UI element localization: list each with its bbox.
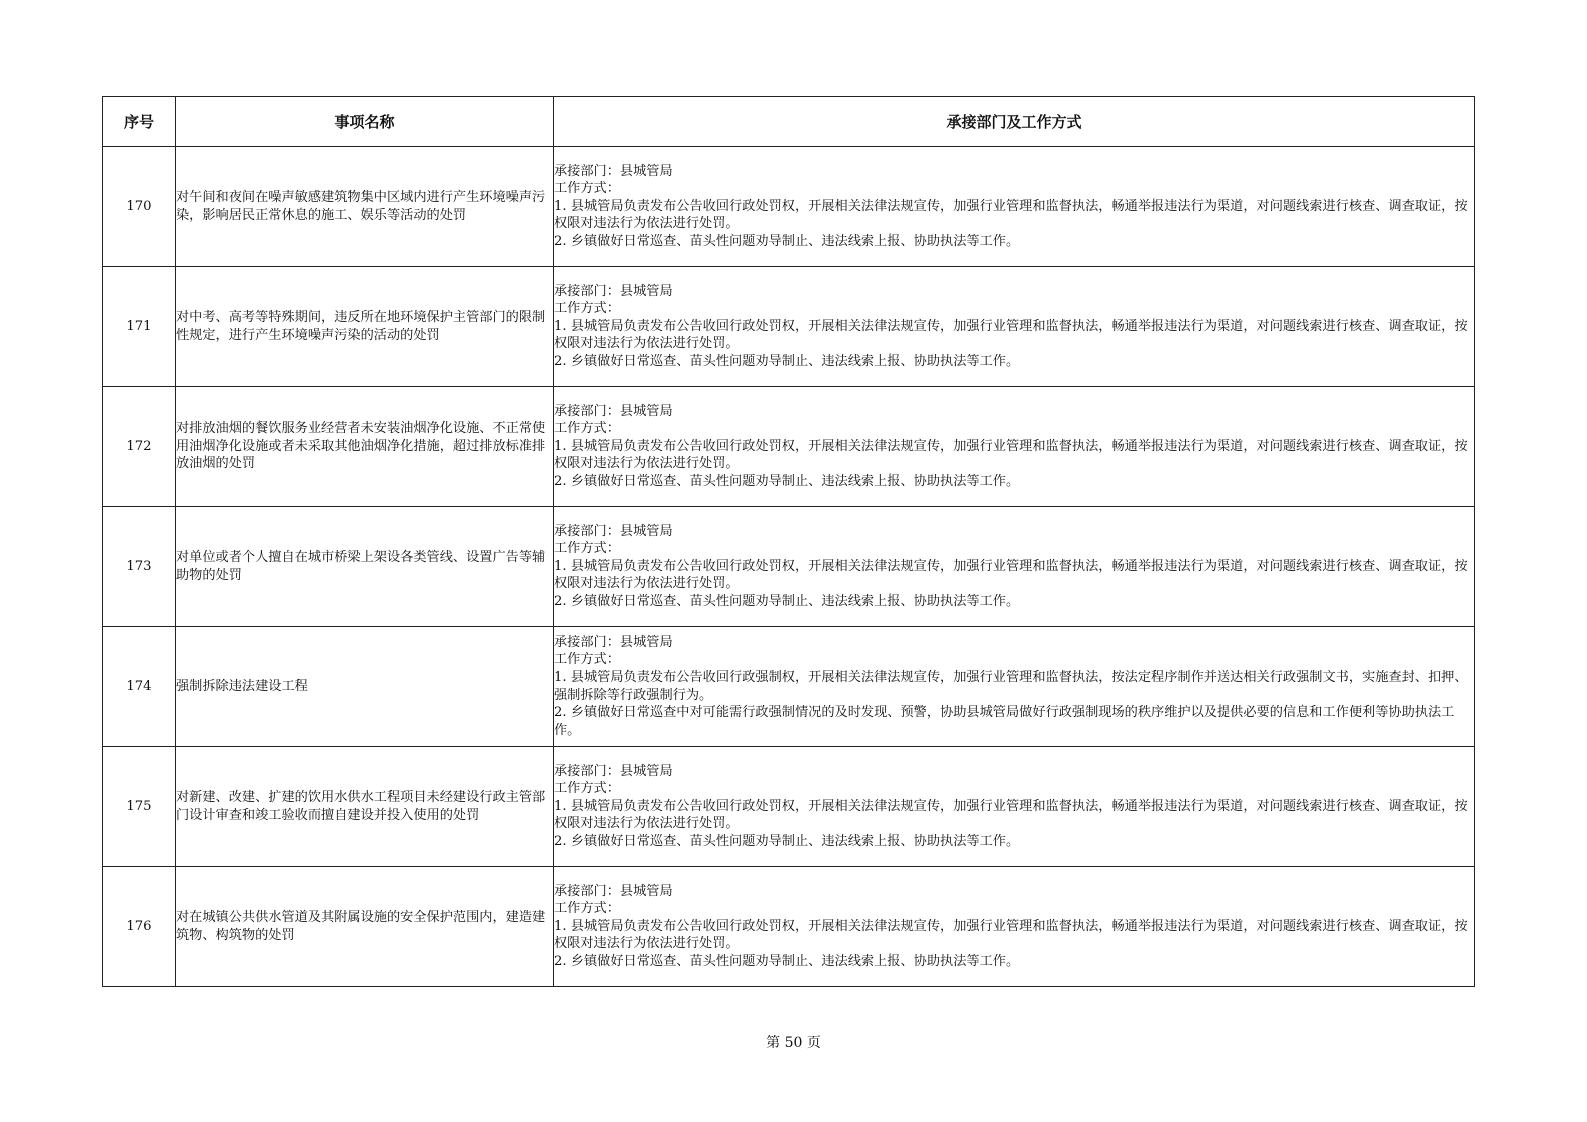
dept-method xyxy=(554,507,1475,627)
item-name: 强制拆除违法建设工程 xyxy=(176,627,554,747)
method-heading: 工作方式： xyxy=(554,541,620,557)
dept-line: 承接部门：县城管局 xyxy=(554,283,673,299)
row-number: 170 xyxy=(103,147,176,267)
table-row xyxy=(103,507,1475,627)
table-row xyxy=(103,267,1475,387)
dept-method xyxy=(554,147,1475,267)
item-name: 对在城镇公共供水管道及其附属设施的安全保护范围内，建造建筑物、构筑物的处罚 xyxy=(176,867,554,987)
method-item-2: 2. 乡镇做好日常巡查、苗头性问题劝导制止、违法线索上报、协助执法等工作。 xyxy=(554,473,1020,489)
method-heading: 工作方式： xyxy=(554,652,620,668)
header-name: 事项名称 xyxy=(176,97,554,147)
method-item-1: 1. 县城管局负责发布公告收回行政处罚权，开展相关法律法规宣传，加强行业管理和监督执法，畅通举报违法行为渠道，对问题线索进行核查、调查取证，按权限对违法行为依法进行处罚。 xyxy=(554,558,1468,592)
method-item-2: 2. 乡镇做好日常巡查、苗头性问题劝导制止、违法线索上报、协助执法等工作。 xyxy=(554,353,1020,369)
dept-line: 承接部门：县城管局 xyxy=(554,523,673,539)
method-item-2: 2. 乡镇做好日常巡查、苗头性问题劝导制止、违法线索上报、协助执法等工作。 xyxy=(554,833,1020,849)
method-heading: 工作方式： xyxy=(554,301,620,317)
method-item-1: 1. 县城管局负责发布公告收回行政处罚权，开展相关法律法规宣传，加强行业管理和监督执法，畅通举报违法行为渠道，对问题线索进行核查、调查取证，按权限对违法行为依法进行处罚。 xyxy=(554,918,1468,952)
page-number: 第 50 页 xyxy=(766,1035,821,1051)
header-row xyxy=(103,97,1475,147)
row-number: 172 xyxy=(103,387,176,507)
method-item-1: 1. 县城管局负责发布公告收回行政处罚权，开展相关法律法规宣传，加强行业管理和监督执法，畅通举报违法行为渠道，对问题线索进行核查、调查取证，按权限对违法行为依法进行处罚。 xyxy=(554,318,1468,352)
item-name: 对单位或者个人擅自在城市桥梁上架设各类管线、设置广告等辅助物的处罚 xyxy=(176,507,554,627)
item-name: 对午间和夜间在噪声敏感建筑物集中区域内进行产生环境噪声污染，影响居民正常休息的施工、娱乐等活动的处罚 xyxy=(176,147,554,267)
item-name: 对新建、改建、扩建的饮用水供水工程项目未经建设行政主管部门设计审查和竣工验收而擅自建设并投入使用的处罚 xyxy=(176,747,554,867)
header-no: 序号 xyxy=(103,97,176,147)
table-row xyxy=(103,147,1475,267)
dept-method xyxy=(554,387,1475,507)
table-row xyxy=(103,387,1475,507)
items-table xyxy=(102,96,1475,987)
method-heading: 工作方式： xyxy=(554,181,620,197)
method-item-2: 2. 乡镇做好日常巡查、苗头性问题劝导制止、违法线索上报、协助执法等工作。 xyxy=(554,593,1020,609)
dept-line: 承接部门：县城管局 xyxy=(554,883,673,899)
method-item-1: 1. 县城管局负责发布公告收回行政处罚权，开展相关法律法规宣传，加强行业管理和监督执法，畅通举报违法行为渠道，对问题线索进行核查、调查取证，按权限对违法行为依法进行处罚。 xyxy=(554,198,1468,232)
method-item-2: 2. 乡镇做好日常巡查、苗头性问题劝导制止、违法线索上报、协助执法等工作。 xyxy=(554,953,1020,969)
method-item-1: 1. 县城管局负责发布公告收回行政处罚权，开展相关法律法规宣传，加强行业管理和监督执法，畅通举报违法行为渠道，对问题线索进行核查、调查取证，按权限对违法行为依法进行处罚。 xyxy=(554,798,1468,832)
method-item-1: 1. 县城管局负责发布公告收回行政处罚权，开展相关法律法规宣传，加强行业管理和监督执法，畅通举报违法行为渠道，对问题线索进行核查、调查取证，按权限对违法行为依法进行处罚。 xyxy=(554,438,1468,472)
row-number: 174 xyxy=(103,627,176,747)
dept-method xyxy=(554,747,1475,867)
method-heading: 工作方式： xyxy=(554,781,620,797)
row-number: 175 xyxy=(103,747,176,867)
header-dept: 承接部门及工作方式 xyxy=(554,97,1475,147)
method-heading: 工作方式： xyxy=(554,901,620,917)
dept-line: 承接部门：县城管局 xyxy=(554,403,673,419)
table-row xyxy=(103,627,1475,747)
dept-method xyxy=(554,267,1475,387)
row-number: 171 xyxy=(103,267,176,387)
item-name: 对中考、高考等特殊期间，违反所在地环境保护主管部门的限制性规定，进行产生环境噪声污染的活动的处罚 xyxy=(176,267,554,387)
row-number: 173 xyxy=(103,507,176,627)
table-row xyxy=(103,747,1475,867)
table-row xyxy=(103,867,1475,987)
method-item-2: 2. 乡镇做好日常巡查、苗头性问题劝导制止、违法线索上报、协助执法等工作。 xyxy=(554,233,1020,249)
item-name: 对排放油烟的餐饮服务业经营者未安装油烟净化设施、不正常使用油烟净化设施或者未采取其他油烟净化措施，超过排放标准排放油烟的处罚 xyxy=(176,387,554,507)
dept-line: 承接部门：县城管局 xyxy=(554,763,673,779)
method-item-2: 2. 乡镇做好日常巡查中对可能需行政强制情况的及时发现、预警，协助县城管局做好行政强制现场的秩序维护以及提供必要的信息和工作便利等协助执法工作。 xyxy=(554,705,1455,738)
method-item-1: 1. 县城管局负责发布公告收回行政强制权，开展相关法律法规宣传，加强行业管理和监督执法，按法定程序制作并送达相关行政强制文书，实施查封、扣押、强制拆除等行政强制行为。 xyxy=(554,669,1468,703)
dept-method xyxy=(554,627,1475,747)
dept-method xyxy=(554,867,1475,987)
dept-line: 承接部门：县城管局 xyxy=(554,634,673,650)
row-number: 176 xyxy=(103,867,176,987)
dept-line: 承接部门：县城管局 xyxy=(554,163,673,179)
method-heading: 工作方式： xyxy=(554,421,620,437)
